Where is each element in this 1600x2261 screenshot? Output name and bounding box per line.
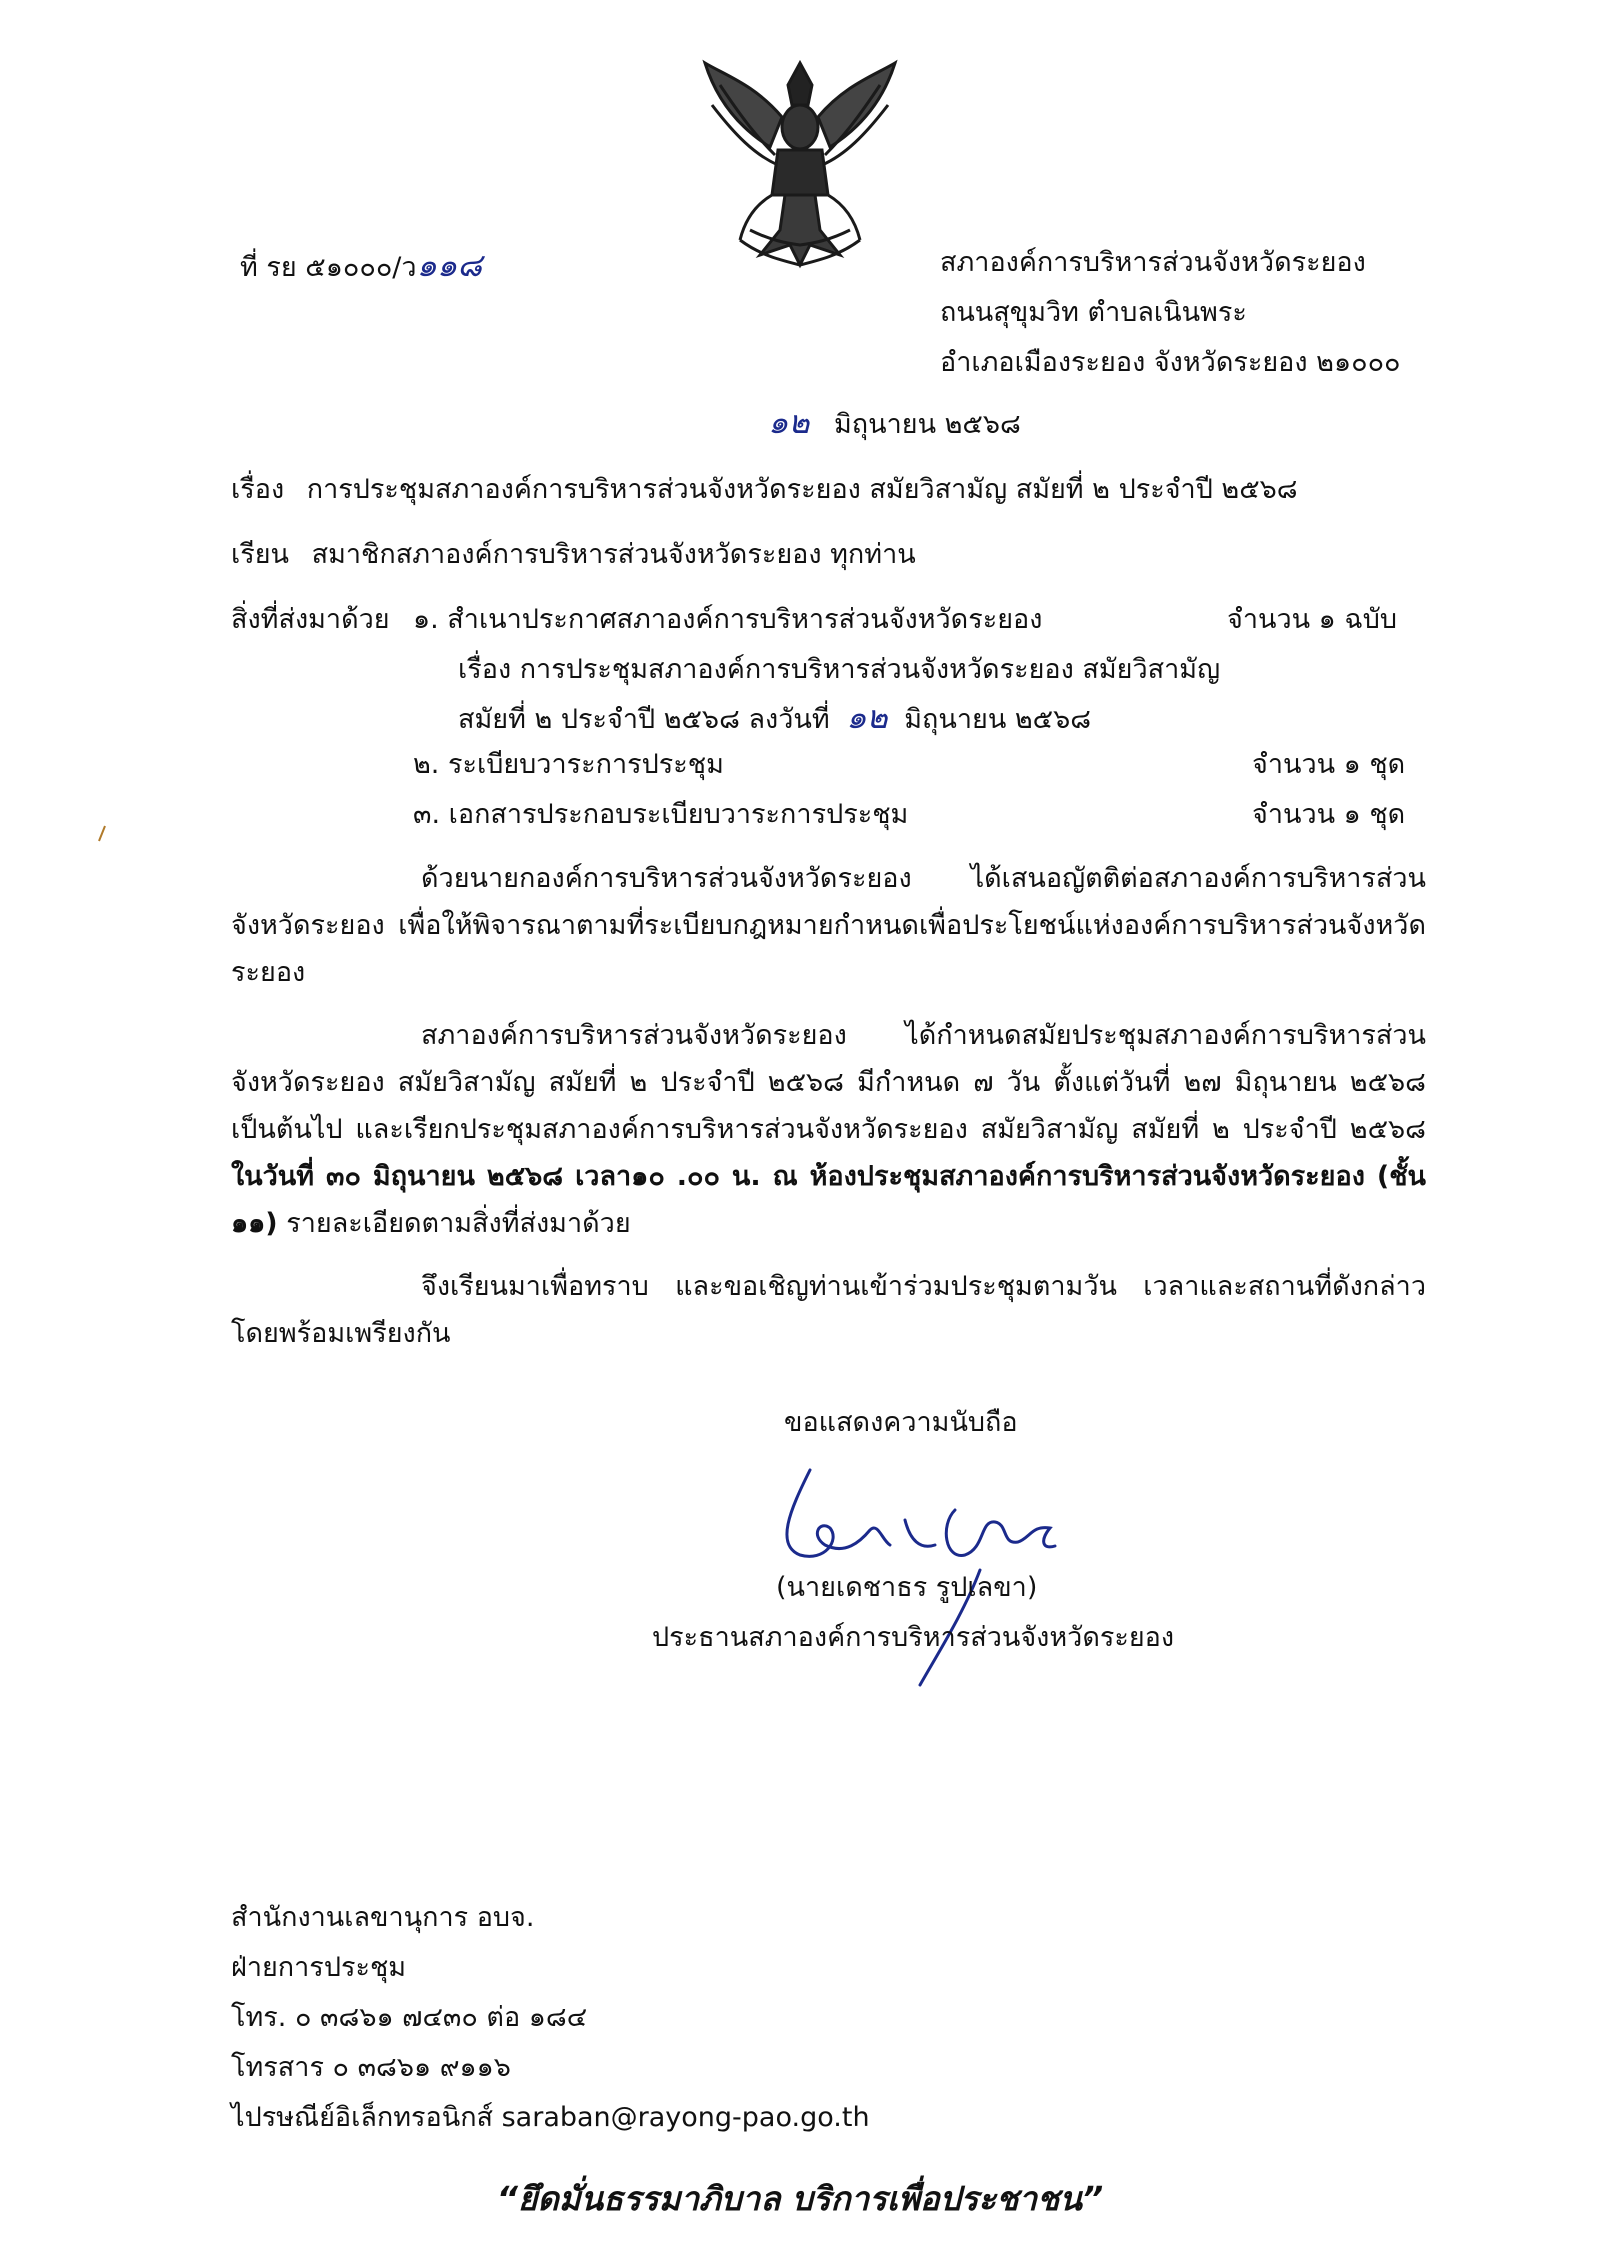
letter-date (768, 402, 1021, 444)
enclosure-2-quantity: จำนวน ๑ ชุด (1252, 749, 1406, 780)
body-paragraph-3-text: จึงเรียนมาเพื่อทราบ และขอเชิญท่านเข้าร่วมประชุมตามวัน เวลาและสถานที่ดังกล่าวโดยพร้อมเพรียงกัน (231, 1271, 1426, 1349)
enclosure-1-quantity: จำนวน ๑ ฉบับ (1227, 604, 1398, 635)
body-paragraph-2-tail: รายละเอียดตามสิ่งที่ส่งมาด้วย (286, 1208, 631, 1239)
subject-label: เรื่อง (231, 474, 285, 505)
enclosure-1-line-3-suffix: มิถุนายน ๒๕๖๘ (904, 704, 1092, 735)
body-paragraph-2-text: สภาองค์การบริหารส่วนจังหวัดระยอง ได้กำหนดสมัยประชุมสภาองค์การบริหารส่วนจังหวัดระยอง สมัยวิสามัญ สมัยที่ ๒ ประจำปี ๒๕๖๘ มีกำหนด ๗ วัน ตั้งแต่วันที่ ๒๗ มิถุนายน ๒๕๖๘ เป็นต้นไป และเรียกประชุมสภาองค์การบริหารส่วนจังหวัดระยอง สมัยวิสามัญ สมัยที่ ๒ ประจำปี ๒๕๖๘ (231, 1020, 1426, 1145)
contact-telephone: โทร. ๐ ๓๘๖๑ ๗๔๓๐ ต่อ ๑๘๔ (231, 2002, 588, 2033)
body-paragraph-1-text: ด้วยนายกองค์การบริหารส่วนจังหวัดระยอง ได้เสนอญัตติต่อสภาองค์การบริหารส่วนจังหวัดระยอง เพื่อให้พิจารณาตามที่ระเบียบกฎหมายกำหนดเพื่อประโยชน์แห่งองค์การบริหารส่วนจังหวัดระยอง (231, 863, 1426, 988)
garuda-emblem (700, 55, 900, 270)
signer-title: ประธานสภาองค์การบริหารส่วนจังหวัดระยอง (652, 1622, 1175, 1653)
date-month-year: มิถุนายน ๒๕๖๘ (834, 409, 1021, 440)
sender-address-line-3: อำเภอเมืองระยอง จังหวัดระยอง ๒๑๐๐๐ (940, 347, 1401, 378)
enclosure-3-quantity: จำนวน ๑ ชุด (1252, 799, 1406, 830)
enclosures-label: สิ่งที่ส่งมาด้วย (231, 604, 390, 635)
subject-text: การประชุมสภาองค์การบริหารส่วนจังหวัดระยอง สมัยวิสามัญ สมัยที่ ๒ ประจำปี ๒๕๖๘ (306, 474, 1298, 505)
meeting-datetime-location: ในวันที่ ๓๐ มิถุนายน ๒๕๖๘ เวลา๑๐ .๐๐ น. ณ ห้องประชุมสภาองค์การบริหารส่วนจังหวัดระยอง (ชั้น ๑๑) (231, 1161, 1426, 1239)
enclosure-3-text: ๓. เอกสารประกอบระเบียบวาระการประชุม (413, 799, 909, 830)
margin-pen-mark (97, 825, 107, 843)
enclosure-1-handwritten-day: ๑๒ (846, 698, 888, 736)
enclosure-1-line-3-prefix: สมัยที่ ๒ ประจำปี ๒๕๖๘ ลงวันที่ (458, 704, 830, 735)
closing-phrase: ขอแสดงความนับถือ (784, 1407, 1018, 1438)
footer-slogan: “ยึดมั่นธรรมาภิบาล บริการเพื่อประชาชน” (496, 2179, 1104, 2218)
sender-address-line-2: ถนนสุขุมวิท ตำบลเนินพระ (940, 297, 1247, 328)
reference-handwritten-number: ๑๑๘ (416, 246, 482, 284)
contact-office: สำนักงานเลขานุการ อบจ. (231, 1902, 535, 1933)
reference-number (240, 245, 482, 287)
contact-fax: โทรสาร ๐ ๓๘๖๑ ๙๑๑๖ (231, 2052, 511, 2083)
body-paragraph-3 (231, 1263, 1426, 1357)
contact-division: ฝ่ายการประชุม (231, 1952, 407, 1983)
body-paragraph-2 (231, 1012, 1426, 1247)
enclosure-1-line-2: เรื่อง การประชุมสภาองค์การบริหารส่วนจังหวัดระยอง สมัยวิสามัญ (458, 654, 1221, 685)
contact-email: ไปรษณีย์อิเล็กทรอนิกส์ saraban@rayong-pao.go.th (231, 2102, 870, 2133)
enclosure-1-line-3 (458, 697, 1091, 739)
enclosure-2-text: ๒. ระเบียบวาระการประชุม (413, 749, 724, 780)
enclosure-1-line-1: ๑. สำเนาประกาศสภาองค์การบริหารส่วนจังหวัดระยอง (413, 604, 1043, 635)
body-paragraph-1 (231, 855, 1426, 996)
reference-prefix: ที่ รย ๕๑๐๐๐/ว (240, 252, 417, 283)
subject-line (231, 472, 1298, 507)
recipient-label: เรียน (231, 539, 290, 570)
recipient-text: สมาชิกสภาองค์การบริหารส่วนจังหวัดระยอง ทุกท่าน (311, 539, 916, 570)
date-day-handwritten: ๑๒ (768, 403, 810, 441)
signer-name: (นายเดชาธร รูปเลขา) (776, 1572, 1038, 1603)
recipient-line (231, 537, 916, 572)
sender-address-line-1: สภาองค์การบริหารส่วนจังหวัดระยอง (940, 247, 1366, 278)
